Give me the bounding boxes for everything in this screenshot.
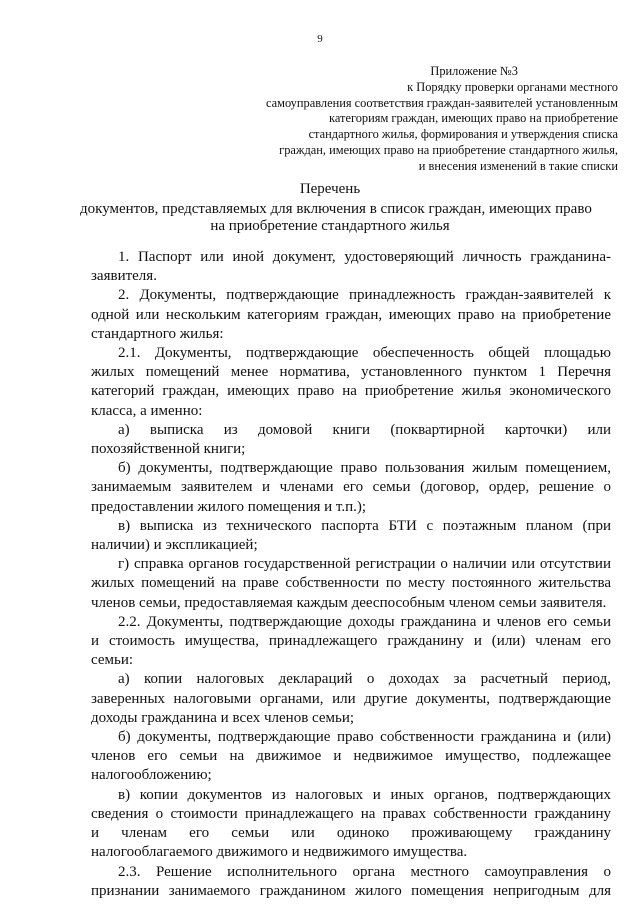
text-line: похозяйственной книги; xyxy=(91,441,246,458)
text-line: жилых помещений менее норматива, установленного пунктом 1 Перечня xyxy=(91,364,611,381)
appendix-line: граждан, имеющих право на приобретение стандартного жилья, xyxy=(279,142,618,157)
appendix-header xyxy=(228,64,618,175)
text-line: б) документы, подтверждающие право пользования жилым помещением, xyxy=(118,460,611,477)
text-line: наличии) и экспликацией; xyxy=(91,537,258,554)
page-number: 9 xyxy=(317,33,323,45)
item-2-1-a xyxy=(91,421,611,459)
appendix-line: самоуправления соответствия граждан-заявителей установленным xyxy=(265,95,618,110)
document-title xyxy=(80,181,592,236)
item-passport xyxy=(91,248,611,286)
title-line: документов, представляемых для включения в список граждан, имеющих право xyxy=(80,200,592,217)
appendix-label: Приложение №3 xyxy=(430,64,518,78)
text-line: заверенных налоговыми органами, или другие документы, подтверждающие xyxy=(91,690,611,707)
appendix-line: стандартного жилья, формирования и утверждения списка xyxy=(308,127,618,142)
text-line: одной или нескольким категориям граждан, имеющих право на приобретение xyxy=(91,306,611,323)
text-line: категорий граждан, имеющих право на приобретение жилья экономического xyxy=(91,383,611,400)
item-2-1-v xyxy=(91,517,611,555)
appendix-line: и внесения изменений в такие списки xyxy=(418,158,618,173)
item-2-2-a xyxy=(91,670,611,728)
text-line: налогообложению; xyxy=(91,767,212,784)
text-line: г) справка органов государственной регистрации о наличии или отсутствии xyxy=(118,556,611,573)
item-2-3 xyxy=(91,863,611,901)
text-line: занимаемым заявителем и членами его семьи (договор, ордер, решение о xyxy=(91,479,611,496)
appendix-line: категориям граждан, имеющих право на приобретение xyxy=(329,111,618,126)
text-line: членов его семьи на движимое и недвижимое имущество, подлежащее xyxy=(91,748,611,765)
text-line: жилых помещений на праве собственности по месту постоянного жительства xyxy=(91,575,611,592)
text-line: стандартного жилья: xyxy=(91,325,224,342)
text-line: б) документы, подтверждающие право собственности гражданина и (или) xyxy=(118,729,611,746)
text-line: членов семьи, предоставляемая каждым дееспособным членом семьи заявителя. xyxy=(91,594,607,611)
text-line: и членам его семьи или одиноко проживающему гражданину xyxy=(91,825,611,842)
text-line: заявителя. xyxy=(91,268,157,285)
text-line: класса, а именно: xyxy=(91,402,203,419)
text-line: налогооблагаемого движимого и недвижимого имущества. xyxy=(91,844,468,861)
text-line: 2. Документы, подтверждающие принадлежность граждан-заявителей к xyxy=(118,287,611,304)
item-2-2-v xyxy=(91,786,611,863)
text-line: в) копии документов из налоговых и иных органов, подтверждающих xyxy=(118,786,611,803)
text-line: в) выписка из технического паспорта БТИ с поэтажным планом (при xyxy=(118,517,611,534)
title-line: на приобретение стандартного жилья xyxy=(210,218,450,234)
text-line: а) копии налоговых деклараций о доходах за расчетный период, xyxy=(118,671,611,688)
title-heading: Перечень xyxy=(299,181,361,197)
item-2-2 xyxy=(91,613,611,671)
item-2-1 xyxy=(91,344,611,421)
text-line: семьи: xyxy=(91,652,134,669)
text-line: 2.3. Решение исполнительного органа местного самоуправления о xyxy=(118,863,611,880)
item-2-2-b xyxy=(91,728,611,786)
item-2-1-b xyxy=(91,459,611,517)
text-line: предоставлении жилого помещения и т.п.); xyxy=(91,498,367,515)
text-line: а) выписка из домовой книги (поквартирной карточки) или xyxy=(118,421,611,438)
appendix-line: к Порядку проверки органами местного xyxy=(407,79,618,94)
text-line: 2.1. Документы, подтверждающие обеспеченность общей площадью xyxy=(118,345,611,362)
text-line: и стоимость имущества, принадлежащего гражданину и (или) членам его xyxy=(91,633,611,650)
item-2-1-g xyxy=(91,555,611,613)
document-body xyxy=(91,248,611,901)
text-line: 1. Паспорт или иной документ, удостоверяющий личность гражданина- xyxy=(118,249,611,265)
item-category-docs xyxy=(91,286,611,344)
text-line: признании занимаемого гражданином жилого помещения непригодным для xyxy=(91,882,611,899)
text-line: 2.2. Документы, подтверждающие доходы гражданина и членов его семьи xyxy=(118,613,611,630)
text-line: сведения о стоимости принадлежащего на правах собственности гражданину xyxy=(91,805,611,822)
text-line: доходы гражданина и всех членов семьи; xyxy=(91,709,355,726)
